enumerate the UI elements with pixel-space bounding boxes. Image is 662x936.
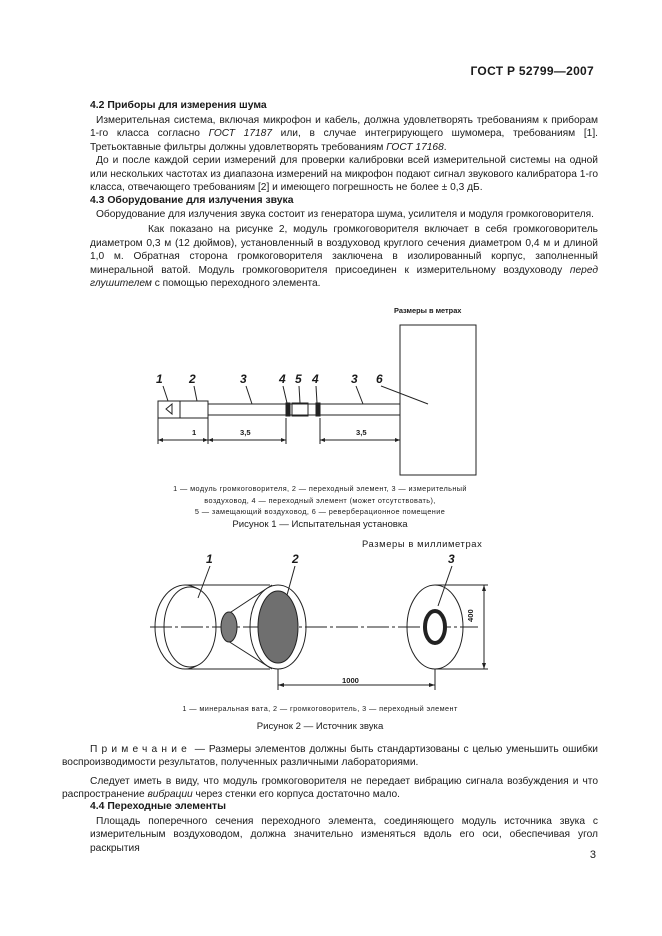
fig1-dim-3-5b: 3,5	[356, 428, 367, 437]
section-4-3-paragraph-2: Как показано на рисунке 2, модуль громкоговорителя включает в себя громкоговоритель диаметром 0,3 м (12 дюймов), установленный в воздуховод круглого сечения диаметром 0,4 м и длиной 1,0 м. Обратная сторона громкоговорителя заключена в изолированный корпус, заполненный минеральной ватой. Модуль громкоговорителя присоединен к измерительному воздуховоду перед глушителем с помощью переходного элемента.	[90, 224, 598, 290]
fig2-dim-length: 1000	[342, 676, 359, 685]
section-4-4-paragraph-1: Площадь поперечного сечения переходного элемента, соединяющего модуль источника звука с измерительным воздуховодом, должна значительно изменяться вдоль его оси, обеспечивая угол раскрытия	[90, 816, 598, 854]
fig1-label-2: 2	[189, 372, 196, 386]
section-4-2-paragraph-2: До и после каждой серии измерений для проверки калибровки всей измерительной системы на одной или нескольких частотах из диапазона измерений на микрофон подают сигнал звукового калибратора 1-го класса, отвечающего требованиям [2] и имеющего погрешность не более ± 0,3 дБ.	[90, 155, 598, 194]
section-4-3-paragraph-1: Оборудование для излучения звука состоит из генератора шума, усилителя и модуля громкоговорителя.	[96, 209, 594, 220]
fig2-label-2: 2	[292, 552, 299, 566]
page-number: 3	[589, 849, 596, 861]
fig2-label-1: 1	[206, 552, 213, 566]
speaker-cone	[258, 591, 298, 663]
figure-2-title: Рисунок 2 — Источник звука	[256, 721, 384, 732]
fig1-label-3: 3	[240, 372, 247, 386]
fig1-dim-1: 1	[192, 428, 197, 437]
figure-1-dimensions-note: Размеры в метрах	[394, 306, 462, 315]
fig1-label-4b: 4	[312, 372, 319, 386]
section-4-2-paragraph-1: Измерительная система, включая микрофон и кабель, должна удовлетворять требованиям к приборам 1-го класса согласно ГОСТ 17187 или, в случае интегрирующего шумомера, требованиям [1]. Третьоктавные фильтры должны удовлетворять требованиям ГОСТ 17168.	[90, 115, 598, 153]
fig1-label-6: 6	[376, 372, 383, 386]
figure-1-caption: 1 — модуль громкоговорителя, 2 — переходный элемент, 3 — измерительный воздуховод, 4 — переходный элемент (может отсутствовать), 5 — замещающий воздуховод, 6 — реверберационное помещение	[173, 484, 467, 517]
fig1-label-4: 4	[279, 372, 286, 386]
after-note-paragraph: Следует иметь в виду, что модуль громкоговорителя не передает вибрацию сигнала возбуждения и что распространение вибрации через стенки его корпуса достаточно мало.	[62, 776, 598, 801]
fig1-label-5: 5	[295, 372, 302, 386]
fig2-label-3: 3	[448, 552, 455, 566]
transition-opening	[425, 611, 445, 643]
fig2-dim-diameter: 400	[466, 609, 475, 622]
fig1-label-3b: 3	[351, 372, 358, 386]
fig1-label-1: 1	[156, 372, 163, 386]
note-text: — Размеры элементов должны быть стандартизованы с целью уменьшить ошибки воспроизводимости результатов, полученных различными лабораториями.	[62, 744, 598, 769]
section-4-4-title: 4.4 Переходные элементы	[90, 801, 226, 812]
note-label: Примечание	[90, 744, 191, 755]
figure-1-title: Рисунок 1 — Испытательная установка	[232, 519, 408, 530]
speaker-magnet	[221, 612, 237, 642]
document-code: ГОСТ Р 52799—2007	[470, 64, 594, 78]
fig1-dim-3-5a: 3,5	[240, 428, 251, 437]
figure-2-dimensions-note: Размеры в миллиметрах	[362, 538, 483, 549]
section-4-2-title: 4.2 Приборы для измерения шума	[90, 100, 267, 111]
figure-2-caption: 1 — минеральная вата, 2 — громкоговоритель, 3 — переходный элемент	[182, 704, 458, 713]
note	[62, 743, 598, 770]
section-4-3-title: 4.3 Оборудование для излучения звука	[90, 195, 294, 206]
